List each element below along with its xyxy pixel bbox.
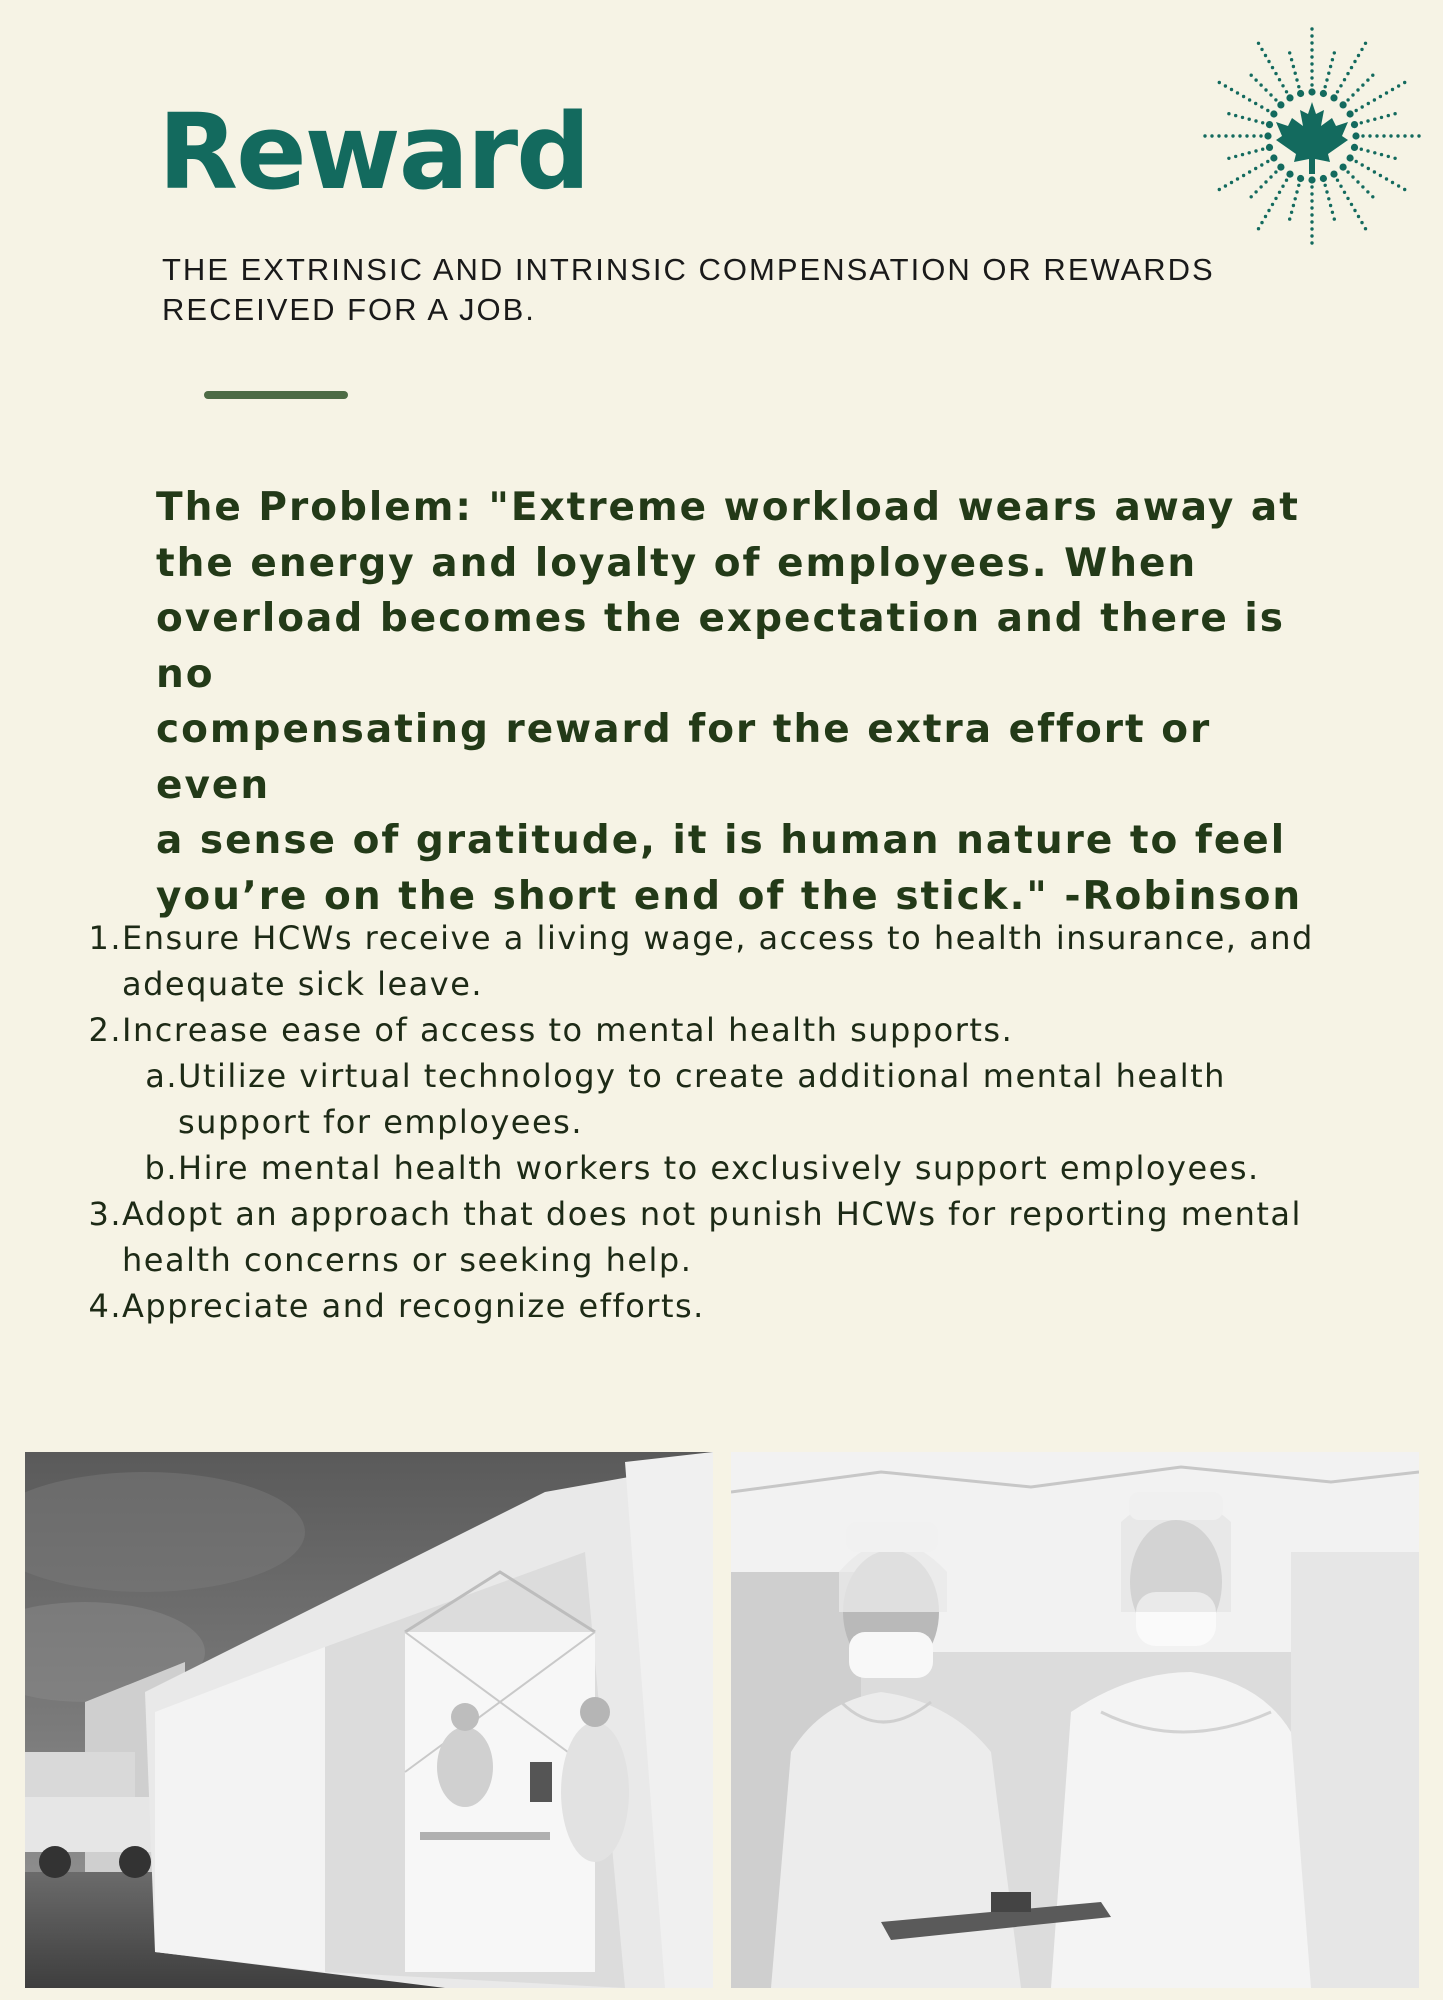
list-text: Utilize virtual technology to create additional mental health (178, 1057, 1226, 1095)
healthcare-workers-photo-icon (731, 1452, 1419, 1988)
list-text: adequate sick leave. (122, 965, 484, 1003)
list-text: support for employees. (178, 1103, 583, 1141)
list-marker: a. (145, 1057, 178, 1095)
tent-photo-icon (25, 1452, 713, 1988)
maple-leaf-icon (1198, 22, 1426, 250)
recommendation-list (84, 915, 1384, 1329)
quote-line: the energy and loyalty of employees. When (156, 540, 1198, 586)
page-title: Reward (158, 91, 589, 213)
list-subitem (84, 1145, 1384, 1191)
list-text: Hire mental health workers to exclusively support employees. (178, 1149, 1260, 1187)
list-marker: 2. (88, 1011, 122, 1049)
list-text: health concerns or seeking help. (122, 1241, 693, 1279)
list-marker: 1. (88, 919, 122, 957)
quote-line: overload becomes the expectation and there is no (156, 596, 1285, 697)
list-text: Ensure HCWs receive a living wage, access to health insurance, and (122, 919, 1314, 957)
list-marker: b. (144, 1149, 178, 1187)
list-subitem (84, 1053, 1384, 1145)
list-text: Adopt an approach that does not punish HCWs for reporting mental (122, 1195, 1302, 1233)
problem-quote (156, 480, 1316, 924)
list-item (84, 1283, 1384, 1329)
divider (204, 391, 348, 399)
page-subtitle: THE EXTRINSIC AND INTRINSIC COMPENSATION OR REWARDS RECEIVED FOR A JOB. (162, 252, 1215, 327)
quote-line: compensating reward for the extra effort or even (156, 707, 1212, 808)
list-marker: 4. (88, 1287, 122, 1325)
quote-line: you’re on the short end of the stick." -Robinson (156, 873, 1303, 919)
list-text: Appreciate and recognize efforts. (122, 1287, 705, 1325)
list-text: Increase ease of access to mental health supports. (122, 1011, 1014, 1049)
quote-line: a sense of gratitude, it is human nature to feel (156, 818, 1287, 863)
list-marker: 3. (88, 1195, 122, 1233)
list-item (84, 1007, 1384, 1053)
quote-line: The Problem: "Extreme workload wears away at (156, 485, 1300, 530)
list-item (84, 915, 1384, 1007)
list-item (84, 1191, 1384, 1283)
